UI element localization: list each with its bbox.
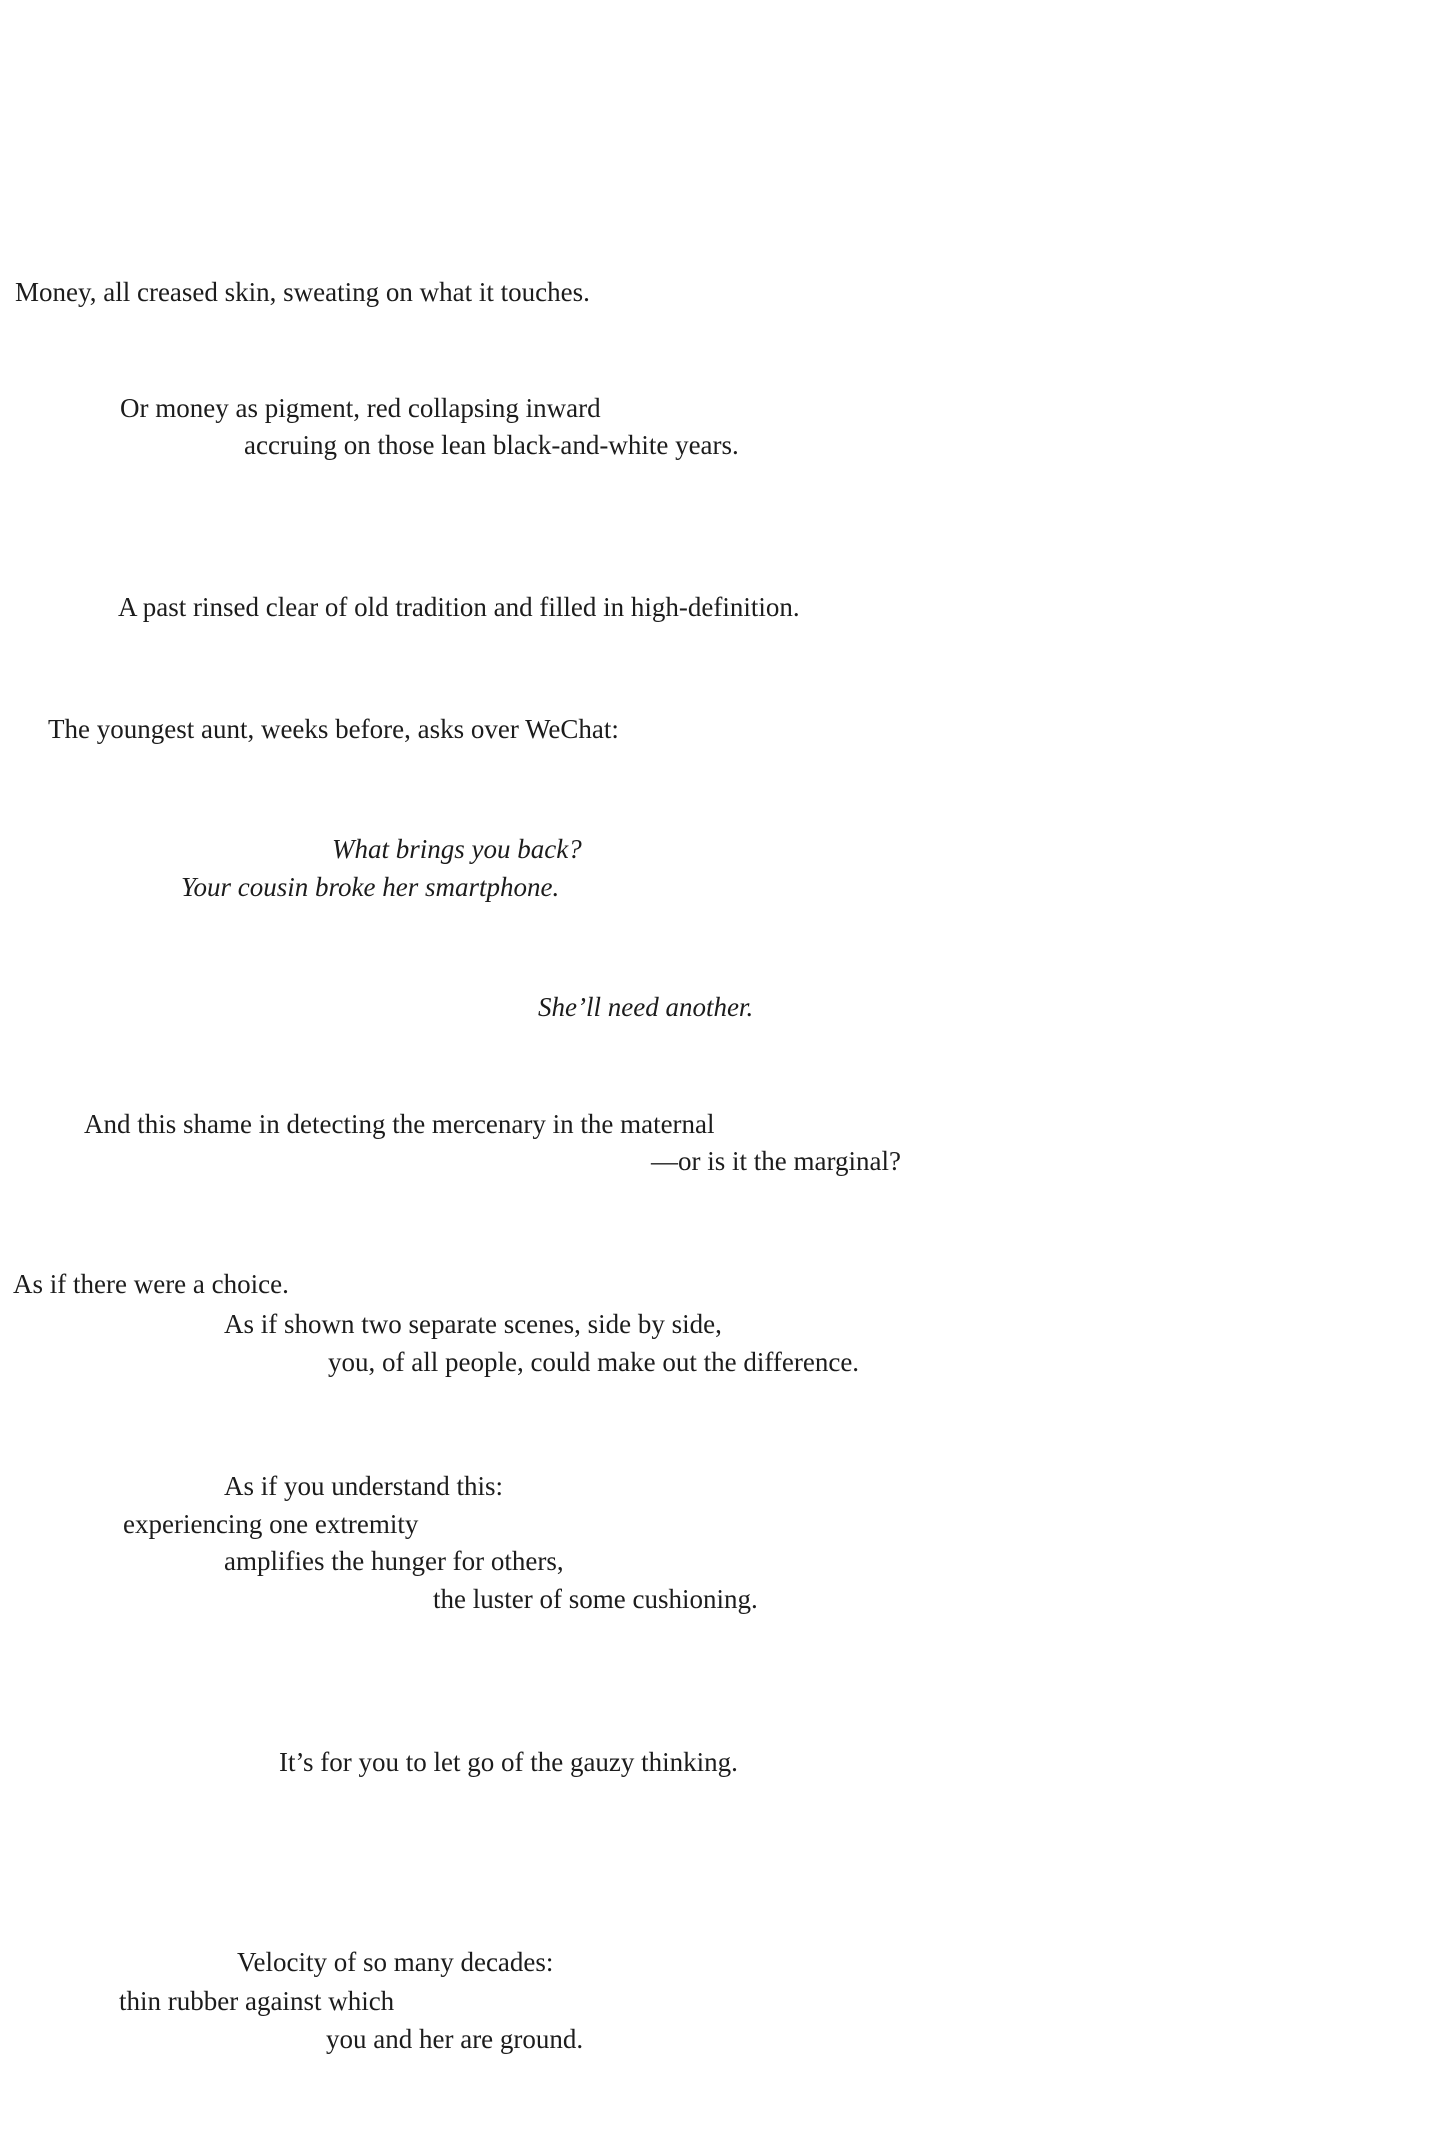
poem-line: accruing on those lean black-and-white years. (244, 430, 739, 460)
poem-line: And this shame in detecting the mercenary in the maternal (84, 1109, 715, 1139)
poem-line: As if shown two separate scenes, side by side, (224, 1309, 722, 1339)
poem-line: The youngest aunt, weeks before, asks over WeChat: (48, 714, 619, 744)
poem-line: Your cousin broke her smartphone. (181, 872, 560, 902)
poem-line: Or money as pigment, red collapsing inward (120, 393, 601, 423)
poem-line: As if there were a choice. (13, 1269, 289, 1299)
poem-line: —or is it the marginal? (651, 1146, 901, 1176)
poem-line: thin rubber against which (119, 1986, 395, 2016)
poem-line: experiencing one extremity (123, 1509, 419, 1539)
poem-line: you, of all people, could make out the difference. (328, 1347, 860, 1377)
poem-line: It’s for you to let go of the gauzy thinking. (279, 1747, 738, 1777)
poem-line: Money, all creased skin, sweating on what it touches. (15, 277, 590, 307)
poem-line: amplifies the hunger for others, (224, 1546, 564, 1576)
poem-line: What brings you back? (332, 834, 582, 864)
poem-line: the luster of some cushioning. (433, 1584, 758, 1614)
poem-line: Velocity of so many decades: (237, 1947, 554, 1977)
poem-line: As if you understand this: (224, 1471, 503, 1501)
poem-line: A past rinsed clear of old tradition and filled in high-definition. (118, 592, 800, 622)
poem-line: you and her are ground. (326, 2024, 584, 2054)
poem-line: She’ll need another. (538, 992, 754, 1022)
